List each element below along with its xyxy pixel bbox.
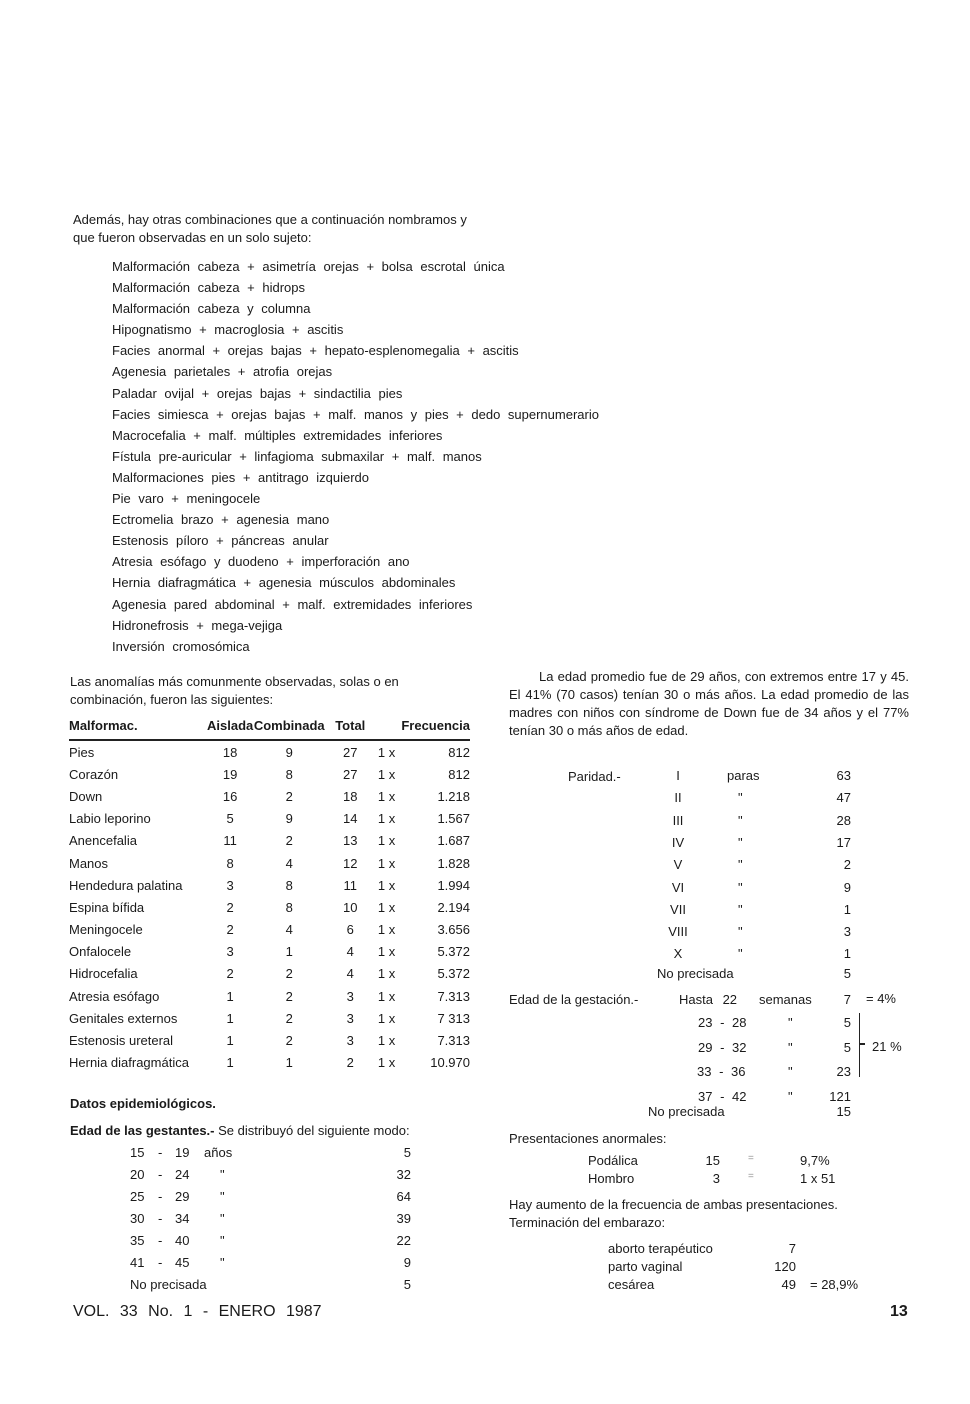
combination-item: Fístula pre-auricular + linfagioma submaxilar + malf. manos xyxy=(112,448,482,464)
gestation-unit: " xyxy=(788,1039,793,1055)
ages-label: Edad de las gestantes.- xyxy=(70,1123,215,1138)
row-total: 3 xyxy=(346,988,354,1004)
parity-unit: " xyxy=(738,924,743,940)
age-range-dash: - xyxy=(158,1211,163,1226)
row-aislada: 1 xyxy=(226,1033,234,1049)
ages-text: Se distribuyó del siguiente modo: xyxy=(214,1123,410,1138)
age-range-start: 35 xyxy=(130,1233,145,1248)
row-total: 18 xyxy=(343,788,358,804)
table-row xyxy=(69,1052,470,1074)
age-range-start: 15 xyxy=(130,1145,145,1160)
parity-roman: III xyxy=(672,812,684,828)
row-total: 10 xyxy=(343,899,358,915)
table-row xyxy=(69,830,470,852)
row-aislada: 3 xyxy=(226,877,234,893)
row-aislada: 1 xyxy=(226,1055,234,1071)
age-range-start: 20 xyxy=(130,1167,145,1182)
row-freq-prefix: 1 x xyxy=(377,811,396,827)
row-frequency: 3.656 xyxy=(437,922,470,938)
parity-unit: " xyxy=(738,812,743,828)
col-header-aislada: Aislada xyxy=(207,717,253,740)
presentations-label: Presentaciones anormales: xyxy=(509,1131,667,1146)
gestation-first-unit: semanas xyxy=(759,992,812,1007)
epi-heading: Datos epidemiológicos. xyxy=(70,1096,216,1111)
table-row xyxy=(69,740,470,763)
row-freq-prefix: 1 x xyxy=(377,899,396,915)
row-aislada: 16 xyxy=(222,788,238,804)
row-freq-prefix: 1 x xyxy=(377,1010,396,1026)
row-malformation: Genitales externos xyxy=(69,1010,178,1026)
combination-item: Agenesia parietales + atrofia orejas xyxy=(112,364,333,380)
parity-unit: paras xyxy=(727,768,760,783)
gestation-first-pct: = 4% xyxy=(866,991,896,1006)
table-row xyxy=(69,919,470,941)
row-combinada: 2 xyxy=(285,1033,293,1049)
row-frequency: 1.687 xyxy=(437,833,470,849)
age-unit: " xyxy=(220,1255,225,1270)
parity-count: 2 xyxy=(843,857,851,873)
row-aislada: 2 xyxy=(226,899,234,915)
row-aislada: 2 xyxy=(226,966,234,982)
row-malformation: Hernia diafragmática xyxy=(69,1055,189,1071)
parity-roman: VIII xyxy=(668,924,688,940)
row-total: 11 xyxy=(343,877,357,893)
row-malformation: Manos xyxy=(69,855,109,871)
row-malformation: Hendedura palatina xyxy=(69,877,183,893)
gestation-range: 33 - 36 xyxy=(697,1064,746,1079)
row-freq-prefix: 1 x xyxy=(377,877,396,893)
range-brace xyxy=(859,1013,864,1077)
combination-item: Hipognatismo + macroglosia + ascitis xyxy=(112,322,344,338)
gestation-not-specified-count: 15 xyxy=(836,1104,851,1119)
table-row xyxy=(69,896,470,918)
age-unit: " xyxy=(220,1189,225,1204)
row-freq-prefix: 1 x xyxy=(377,966,396,982)
row-total: 2 xyxy=(346,1055,354,1071)
row-malformation: Hidrocefalia xyxy=(69,966,138,982)
row-frequency: 5.372 xyxy=(437,966,470,982)
col-header-frecuencia: Frecuencia xyxy=(375,717,470,740)
combination-item: Hernia diafragmática + agenesia músculos abdominales xyxy=(112,575,456,591)
gestation-range: 37 - 42 xyxy=(698,1088,747,1104)
row-malformation: Estenosis ureteral xyxy=(69,1033,174,1049)
row-aislada: 3 xyxy=(226,944,234,960)
parity-unit: " xyxy=(738,901,743,917)
row-frequency: 2.194 xyxy=(437,899,470,915)
row-malformation: Down xyxy=(69,788,103,804)
gestation-count: 121 xyxy=(829,1088,851,1104)
parity-count: 47 xyxy=(836,790,851,806)
row-combinada: 4 xyxy=(285,922,293,938)
parity-roman: I xyxy=(676,768,680,783)
combination-item: Paladar ovijal + orejas bajas + sindactilia pies xyxy=(112,385,403,401)
combination-item: Hidronefrosis + mega-vejiga xyxy=(112,617,283,633)
row-aislada: 2 xyxy=(226,922,234,938)
row-frequency: 812 xyxy=(448,744,470,760)
presentation-name: Podálica xyxy=(588,1153,638,1168)
termination-pct: = 28,9% xyxy=(810,1277,859,1292)
age-range-dash: - xyxy=(158,1189,163,1204)
row-combinada: 1 xyxy=(285,944,293,960)
row-aislada: 11 xyxy=(223,833,237,849)
gestation-unit: " xyxy=(788,1088,793,1104)
row-freq-prefix: 1 x xyxy=(377,1033,396,1049)
row-freq-prefix: 1 x xyxy=(377,988,396,1004)
age-range-end: 24 xyxy=(175,1167,190,1182)
table-row xyxy=(69,1007,470,1029)
age-count: 39 xyxy=(396,1211,411,1226)
table-row xyxy=(69,785,470,807)
row-combinada: 9 xyxy=(285,811,293,827)
age-count: 22 xyxy=(396,1233,411,1248)
row-total: 12 xyxy=(343,855,358,871)
row-freq-prefix: 1 x xyxy=(377,766,396,782)
row-freq-prefix: 1 x xyxy=(377,833,396,849)
parity-count: 17 xyxy=(836,834,851,850)
row-combinada: 1 xyxy=(285,1055,293,1071)
parity-roman: X xyxy=(673,946,683,962)
presentation-name: Hombro xyxy=(588,1171,635,1186)
page-number: 13 xyxy=(890,1303,908,1320)
table-row xyxy=(69,963,470,985)
gestation-not-specified-label: No precisada xyxy=(648,1104,725,1119)
row-frequency: 7.313 xyxy=(437,988,470,1004)
combination-item: Agenesia pared abdominal + malf. extremidades inferiores xyxy=(112,596,473,612)
age-range-end: 45 xyxy=(175,1255,190,1270)
row-aislada: 5 xyxy=(226,811,234,827)
row-combinada: 2 xyxy=(285,966,293,982)
age-summary-paragraph: La edad promedio fue de 29 años, con extremos entre 17 y 45. El 41% (70 casos) tenían 30 o más años. La edad promedio de las madres con niños con síndrome de Down fue de 34 años y el 77% tenían 30 o más años de edad. xyxy=(509,669,909,738)
row-combinada: 2 xyxy=(285,988,293,1004)
parity-not-specified-label: No precisada xyxy=(657,966,734,981)
table-row xyxy=(69,763,470,785)
termination-name: cesárea xyxy=(608,1277,655,1292)
row-aislada: 18 xyxy=(222,744,238,760)
row-total: 14 xyxy=(343,811,358,827)
row-combinada: 9 xyxy=(285,744,293,760)
table-row xyxy=(69,1029,470,1051)
combinations-list xyxy=(112,256,599,657)
row-frequency: 10.970 xyxy=(430,1055,470,1071)
anomalies-intro: Las anomalías más comunmente observadas, solas o en combinación, fueron las siguientes: xyxy=(70,674,399,707)
table-row xyxy=(69,852,470,874)
combination-item: Malformación cabeza + hidrops xyxy=(112,280,306,296)
row-frequency: 7.313 xyxy=(437,1033,470,1049)
gestation-label: Edad de la gestación.- xyxy=(509,992,639,1007)
row-combinada: 8 xyxy=(285,766,293,782)
row-total: 13 xyxy=(343,833,358,849)
gestation-unit: " xyxy=(788,1064,793,1079)
ages-heading xyxy=(70,1123,470,1138)
malformations-table xyxy=(69,717,470,1074)
parity-roman: IV xyxy=(671,834,685,850)
row-frequency: 5.372 xyxy=(437,944,470,960)
age-count: 9 xyxy=(403,1255,411,1270)
combination-item: Inversión cromosómica xyxy=(112,638,250,654)
termination-name: aborto terapéutico xyxy=(608,1241,713,1256)
age-range-start: 41 xyxy=(130,1255,145,1270)
row-total: 4 xyxy=(346,944,354,960)
parity-not-specified-count: 5 xyxy=(843,966,851,981)
gestation-unit: " xyxy=(788,1015,793,1030)
row-combinada: 4 xyxy=(285,855,293,871)
parity-count: 28 xyxy=(836,812,851,828)
table-row xyxy=(69,808,470,830)
parity-roman: V xyxy=(673,857,683,873)
row-freq-prefix: 1 x xyxy=(377,855,396,871)
age-unit: " xyxy=(220,1211,225,1226)
termination-count: 120 xyxy=(774,1259,796,1274)
col-header-combinada: Combinada xyxy=(253,717,325,740)
row-malformation: Atresia esófago xyxy=(69,988,160,1004)
parity-count: 3 xyxy=(843,924,851,940)
gestation-count: 23 xyxy=(836,1064,851,1079)
combination-item: Facies simiesca + orejas bajas + malf. manos y pies + dedo supernumerario xyxy=(112,406,599,422)
row-total: 4 xyxy=(346,966,354,982)
row-combinada: 2 xyxy=(285,788,293,804)
intro-paragraph: Además, hay otras combinaciones que a continuación nombramos y que fueron observadas en un solo sujeto: xyxy=(73,212,467,245)
row-malformation: Anencefalia xyxy=(69,833,137,849)
row-combinada: 2 xyxy=(285,1010,293,1026)
presentation-value: 9,7% xyxy=(800,1153,830,1168)
age-range-dash: - xyxy=(158,1233,163,1248)
age-not-specified-count: 5 xyxy=(403,1277,411,1292)
age-count: 64 xyxy=(396,1189,411,1204)
age-count: 5 xyxy=(403,1145,411,1160)
table-row xyxy=(69,985,470,1007)
gestation-first-count: 7 xyxy=(843,992,851,1007)
gestation-count: 5 xyxy=(843,1039,851,1055)
parity-unit: " xyxy=(738,857,743,873)
gestation-range: 23 - 28 xyxy=(698,1015,747,1030)
parity-roman: VII xyxy=(670,901,686,917)
footer-volume: VOL. 33 No. 1 - ENERO 1987 xyxy=(73,1303,322,1320)
row-frequency: 1.828 xyxy=(437,855,470,871)
row-total: 3 xyxy=(346,1033,354,1049)
col-header-malformac: Malformac. xyxy=(69,717,207,740)
table-header-row xyxy=(69,717,470,740)
row-freq-prefix: 1 x xyxy=(377,744,396,760)
age-range-end: 34 xyxy=(175,1211,190,1226)
age-range-start: 25 xyxy=(130,1189,145,1204)
combination-item: Malformación cabeza y columna xyxy=(112,301,311,317)
combination-item: Malformaciones pies + antitrago izquierdo xyxy=(112,469,369,485)
termination-count: 7 xyxy=(788,1241,796,1256)
combination-item: Malformación cabeza + asimetría orejas + bolsa escrotal única xyxy=(112,259,505,274)
parity-unit: " xyxy=(738,834,743,850)
row-aislada: 19 xyxy=(222,766,238,782)
combination-item: Estenosis píloro + páncreas anular xyxy=(112,533,329,549)
presentation-eq: = xyxy=(748,1171,754,1182)
row-aislada: 1 xyxy=(226,988,234,1004)
presentations-text: Hay aumento de la frecuencia de ambas presentaciones. xyxy=(509,1197,838,1212)
brace-percent: 21 % xyxy=(872,1039,902,1054)
row-malformation: Meningocele xyxy=(69,922,143,938)
parity-roman: VI xyxy=(671,879,685,895)
age-range-dash: - xyxy=(158,1255,163,1270)
combination-item: Facies anormal + orejas bajas + hepato-esplenomegalia + ascitis xyxy=(112,343,519,359)
parity-label: Paridad.- xyxy=(568,769,621,784)
gestation-count: 5 xyxy=(843,1015,851,1030)
parity-count: 1 xyxy=(843,946,851,962)
row-frequency: 1.567 xyxy=(437,811,470,827)
age-unit: " xyxy=(220,1233,225,1248)
parity-unit: " xyxy=(738,946,743,962)
row-total: 27 xyxy=(343,744,358,760)
row-frequency: 7 313 xyxy=(437,1010,470,1026)
age-unit: " xyxy=(220,1167,225,1182)
presentation-count: 15 xyxy=(705,1153,720,1168)
row-freq-prefix: 1 x xyxy=(377,922,396,938)
row-frequency: 1.218 xyxy=(437,788,470,804)
age-count: 32 xyxy=(396,1167,411,1182)
row-freq-prefix: 1 x xyxy=(377,1055,396,1071)
age-not-specified-label: No precisada xyxy=(130,1277,207,1292)
age-range-dash: - xyxy=(158,1145,163,1160)
parity-count: 9 xyxy=(843,879,851,895)
row-frequency: 1.994 xyxy=(437,877,470,893)
presentation-value: 1 x 51 xyxy=(800,1171,836,1186)
parity-unit: " xyxy=(738,879,743,895)
row-total: 3 xyxy=(346,1010,354,1026)
age-range-dash: - xyxy=(158,1167,163,1182)
combination-item: Ectromelia brazo + agenesia mano xyxy=(112,512,330,528)
row-aislada: 1 xyxy=(226,1010,234,1026)
row-combinada: 8 xyxy=(285,899,293,915)
parity-roman: II xyxy=(674,790,682,806)
row-combinada: 8 xyxy=(285,877,293,893)
termination-count: 49 xyxy=(781,1277,796,1292)
age-range-end: 29 xyxy=(175,1189,190,1204)
row-malformation: Onfalocele xyxy=(69,944,132,960)
presentation-count: 3 xyxy=(712,1171,720,1186)
age-range-end: 19 xyxy=(175,1145,190,1160)
combination-item: Pie varo + meningocele xyxy=(112,491,261,507)
row-malformation: Labio leporino xyxy=(69,811,151,827)
table-row xyxy=(69,874,470,896)
combination-item: Atresia esófago y duodeno + imperforación ano xyxy=(112,554,410,570)
row-combinada: 2 xyxy=(285,833,293,849)
row-malformation: Espina bífida xyxy=(69,899,145,915)
row-malformation: Pies xyxy=(69,744,95,760)
col-header-total: Total xyxy=(325,717,375,740)
age-range-start: 30 xyxy=(130,1211,145,1226)
termination-label: Terminación del embarazo: xyxy=(509,1215,666,1230)
row-frequency: 812 xyxy=(448,766,470,782)
row-malformation: Corazón xyxy=(69,766,119,782)
parity-count: 63 xyxy=(836,768,851,783)
termination-name: parto vaginal xyxy=(608,1259,683,1274)
gestation-first-range: Hasta 22 xyxy=(679,992,738,1007)
presentation-eq: = xyxy=(748,1153,754,1164)
age-range-end: 40 xyxy=(175,1233,190,1248)
row-aislada: 8 xyxy=(226,855,234,871)
row-freq-prefix: 1 x xyxy=(377,788,396,804)
row-total: 27 xyxy=(343,766,358,782)
combination-item: Macrocefalia + malf. múltiples extremidades inferiores xyxy=(112,427,443,443)
row-freq-prefix: 1 x xyxy=(377,944,396,960)
age-unit: años xyxy=(204,1145,233,1160)
table-row xyxy=(69,941,470,963)
parity-count: 1 xyxy=(843,901,851,917)
row-total: 6 xyxy=(346,922,354,938)
gestation-range: 29 - 32 xyxy=(698,1039,747,1055)
parity-unit: " xyxy=(738,790,743,806)
